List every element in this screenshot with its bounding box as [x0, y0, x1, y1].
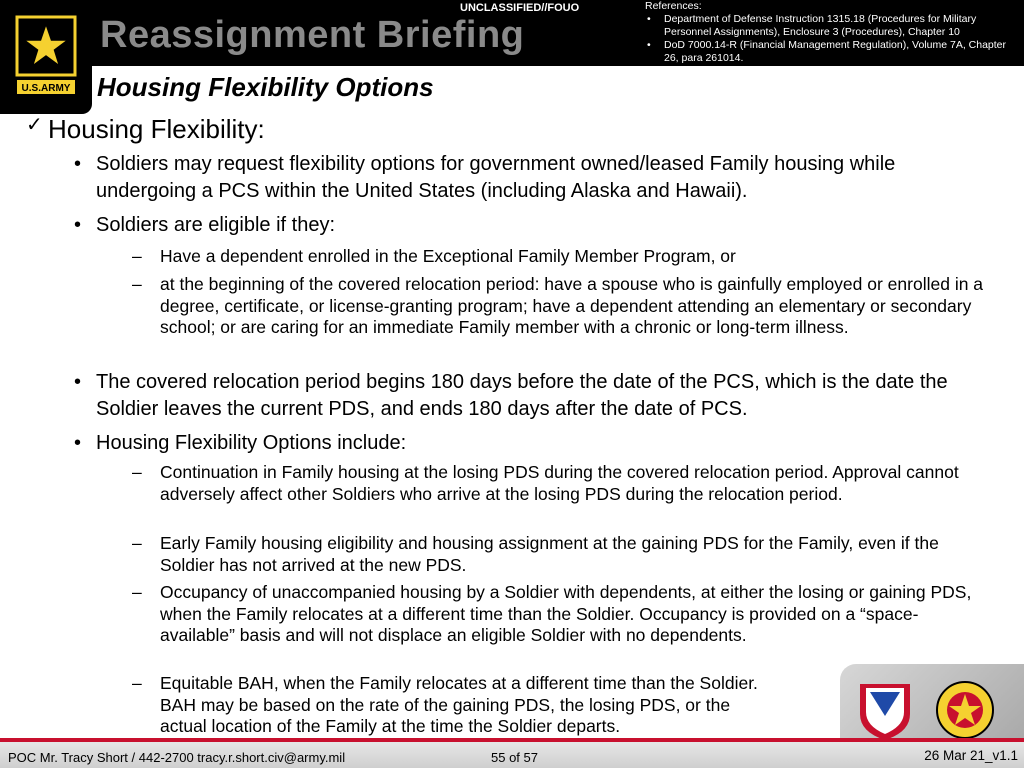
page-title: Reassignment Briefing [100, 14, 525, 56]
references [645, 0, 1020, 65]
classification-label: UNCLASSIFIED//FOUO [460, 2, 580, 14]
bullet-item: • Soldiers are eligible if they: [96, 212, 991, 239]
shield-icon [860, 684, 910, 740]
army-logo [0, 0, 92, 114]
footer-poc: POC Mr. Tracy Short / 442-2700 tracy.r.short.civ@army.mil [8, 750, 346, 765]
logo-text: U.S.ARMY [21, 83, 71, 94]
support-seal-icon [937, 682, 993, 738]
section-heading-text: Housing Flexibility: [48, 114, 265, 144]
sub-bullet-line: BAH may be based on the rate of the gaining PDS, the losing PDS, or the [160, 694, 731, 715]
sub-bullet-item: – Early Family housing eligibility and housing assignment at the gaining PDS for the Family, even if the Soldier has not arrived at the new PDS. [160, 533, 990, 576]
army-star-icon [14, 14, 78, 98]
bullet-item: • Housing Flexibility Options include: [96, 430, 991, 457]
references-label: References: [645, 0, 702, 12]
page-number: 55 of 57 [491, 750, 538, 765]
checkmark-icon: ✓ [26, 114, 43, 136]
emblems [840, 664, 1024, 742]
bullet-item: • Soldiers may request flexibility options for government owned/leased Family housing while undergoing a PCS within the United States (including Alaska and Hawaii). [96, 151, 991, 205]
reference-item: • Department of Defense Instruction 1315.18 (Procedures for Military Personnel Assignments), Enclosure 3 (Procedures), Chapter 10 [645, 13, 1020, 39]
sub-bullet-item: – at the beginning of the covered relocation period: have a spouse who is gainfully employed or enrolled in a degree, certificate, or license-granting program; have a dependent attending an elementary or secondary school; or are caring for an immediate Family member with a chronic or long-term illness. [160, 274, 990, 339]
corner-emblem-panel [840, 664, 1024, 742]
sub-bullet-item: – Have a dependent enrolled in the Exceptional Family Member Program, or [160, 246, 990, 268]
sub-bullet-line: actual location of the Family at the time the Soldier departs. [160, 716, 621, 736]
version-date: 26 Mar 21_v1.1 [924, 748, 1018, 763]
reference-item: • DoD 7000.14-R (Financial Management Regulation), Volume 7A, Chapter 26, para 261014. [645, 39, 1020, 65]
sub-bullet-item [160, 673, 850, 738]
sub-bullet-item: – Occupancy of unaccompanied housing by a Soldier with dependents, at either the losing or gaining PDS, when the Family relocates at a different time than the Soldier. Occupancy is provided on a “space-available” basis and will not displace an eligible Soldier with no dependents. [160, 582, 990, 647]
bullet-item: • The covered relocation period begins 180 days before the date of the PCS, which is the date the Soldier leaves the current PDS, and ends 180 days after the date of PCS. [96, 369, 991, 423]
footer [0, 742, 1024, 768]
slide-subtitle: Housing Flexibility Options [97, 72, 434, 102]
sub-bullet-item: – Continuation in Family housing at the losing PDS during the covered relocation period. Approval cannot adversely affect other Soldiers who arrive at the losing PDS during the relocation period. [160, 462, 990, 505]
sub-bullet-line: – Equitable BAH, when the Family relocates at a different time than the Soldier. [160, 673, 758, 693]
